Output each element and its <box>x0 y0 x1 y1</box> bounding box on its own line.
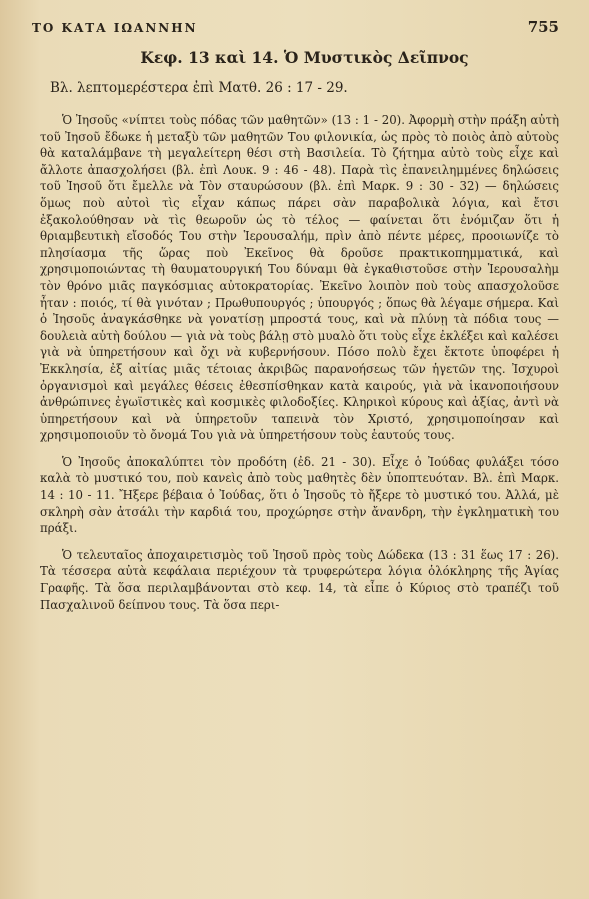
paragraph-3-text: Ὁ τελευταῖος ἀποχαιρετισμὸς τοῦ Ἰησοῦ πρὸς τοὺς Δώδεκα (13 : 31 ἕως 17 : 26). Τὰ τέσσερα αὐτὰ κεφάλαια περιέχουν τὰ τρυφερώτερα λόγια ὁλόκληρης τῆς Ἁγίας Γραφῆς. Τὰ ὅσα περιλαμβάνονται στὸ κεφ. 14, τὰ εἶπε ὁ Κύριος στὸ τραπέζι τοῦ Πασχαλινοῦ δείπνου τους. Τὰ ὅσα περι- <box>40 547 559 612</box>
running-head <box>32 18 559 36</box>
paragraph-2 <box>40 454 559 537</box>
paragraph-1 <box>40 112 559 444</box>
paragraph-3 <box>40 547 559 613</box>
paragraph-1-text: Ὁ Ἰησοῦς «νίπτει τοὺς πόδας τῶν μαθητῶν» (13 : 1 - 20). Ἀφορμὴ στὴν πράξη αὐτὴ τοῦ Ἰησοῦ ἔδωκε ἡ μεταξὺ τῶν μαθητῶν Του φιλονικία, ὡς πρὸς τὸ ποιὸς ἀπὸ αὐτοὺς θὰ καταλάμβανε τὴ μεγαλείτερη θέσι στὴ Βασιλεία. Τὸ ζήτημα αὐτὸ τοὺς εἶχε καὶ ἄλλοτε ἀπασχολήσει (βλ. ἐπὶ Λουκ. 9 : 46 - 48). Παρὰ τὶς ἐπανειλημμένες δηλώσεις τοῦ Ἰησοῦ ὅτι ἔμελλε νὰ Τὸν σταυρώσουν (βλ. ἐπὶ Μαρκ. 9 : 30 - 32) — δηλώσεις ὅμως ποὺ αὐτοὶ τὶς εἶχαν κάπως πάρει σὰν παραβολικὰ λόγια, καὶ ἔτσι ἐξακολούθησαν νὰ τὶς θεωροῦν ὡς τὸ τέλος — φαίνεται ὅτι ἐνόμιζαν ὅτι ἡ θριαμβευτικὴ εἴσοδός Του στὴν Ἱερουσαλήμ, πρὶν ἀπὸ πέντε μέρες, προοιωνίζε τὸ πλησίασμα τῆς ὥρας ποὺ Ἐκεῖνος θὰ δροῦσε πρακτικοπημματικά, καὶ χρησιμοποιώντας τὴ θαυματουργική Του δύναμι θὰ ἐγκαθιστοῦσε στὴν Ἱερουσαλὴμ τὸν θρόνο μιᾶς παγκόσμιας αὐτοκρατορίας. Ἐκεῖνο λοιπὸν ποὺ τοὺς απασχολοῦσε ἦταν : ποιός, τί θὰ γινόταν ; Πρωθυπουργός ; ὑπουργός ; ὅπως θὰ λέγαμε σήμερα. Καὶ ὁ Ἰησοῦς ἀναγκάσθηκε νὰ γονατίσῃ μπροστά τους, καὶ νὰ πλύνῃ τὰ πόδια τους — δουλειὰ αὐτὴ δούλου — γιὰ νὰ τοὺς βάλῃ στὸ μυαλὸ ὅτι τοὺς εἶχε ἐκλέξει καὶ καλέσει γιὰ νὰ ὑπηρετήσουν καὶ ὄχι νὰ κυβερνήσουν. Πόσο πολὺ ἔχει ἔκτοτε ὑποφέρει ἡ Ἐκκλησία, ἐξ αἰτίας μιᾶς τέτοιας ἀκριβῶς παρανοήσεως τῶν ἡγετῶν της. Ἰσχυροὶ ὀργανισμοὶ καὶ μεγάλες θέσεις ἐθεσπίσθηκαν κατὰ καιρούς, γιὰ νὰ ἱκανοποιήσουν ἀνθρώπινες ἐγωϊστικὲς καὶ κοσμικὲς φιλοδοξίες. Κληρικοὶ κύρους καὶ ἀξίας, ἀντὶ νὰ ὑπηρετήσουν καὶ νὰ ὑπηρετοῦν ταπεινὰ τὸν Χριστό, χρησιμοποίησαν καὶ χρησιμοποιοῦν τὸ ὄνομά Του γιὰ νὰ ὑπηρετήσουν τοὺς ἑαυτούς τους. <box>40 113 559 443</box>
running-title: ΤΟ ΚΑΤΑ ΙΩΑΝΝΗΝ <box>32 21 198 35</box>
reference-line: Βλ. λεπτομερέστερα ἐπὶ Ματθ. 26 : 17 - 29. <box>50 80 348 96</box>
page-number: 755 <box>527 18 559 36</box>
paragraph-2-text: Ὁ Ἰησοῦς ἀποκαλύπτει τὸν προδότη (ἐδ. 21 - 30). Εἶχε ὁ Ἰούδας φυλάξει τόσο καλὰ τὸ μυστικό του, ποὺ κανεὶς ἀπὸ τοὺς μαθητὲς δὲν ὑποπτευόταν. Βλ. ἐπὶ Μαρκ. 14 : 10 - 11. Ἤξερε βέβαια ὁ Ἰούδας, ὅτι ὁ Ἰησοῦς τὸ ἤξερε τὸ μυστικό του. Ἀλλά, μὲ σκληρὴ σὰν ἀτσάλι τὴν καρδιά του, προχώρησε στὴν ἄνανδρη, τὴν ἐγκληματικὴ του πράξι. <box>40 454 559 536</box>
chapter-title: Κεφ. 13 καὶ 14. Ὁ Μυστικὸς Δεῖπνος <box>140 48 469 67</box>
